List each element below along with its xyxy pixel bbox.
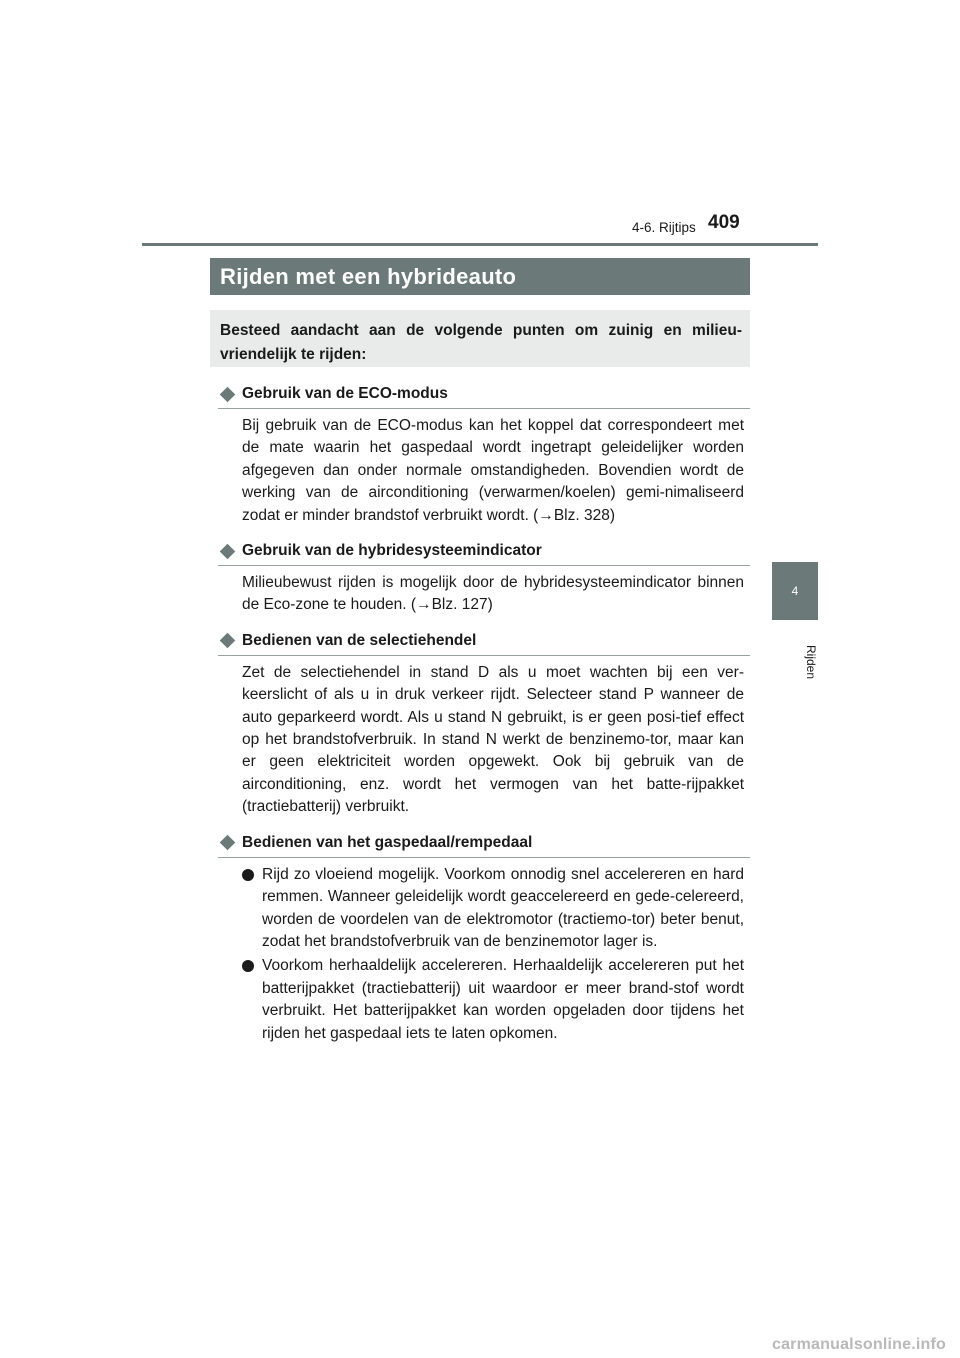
diamond-icon [220, 633, 236, 649]
section-heading [218, 629, 750, 656]
section-heading [218, 831, 750, 858]
section-shift-lever [218, 629, 750, 819]
header-rule [142, 243, 818, 246]
chapter-name: Rijden [804, 644, 818, 680]
page-header [0, 0, 960, 246]
section-heading-text: Gebruik van de ECO-modus [242, 385, 448, 402]
page-title: Rijden met een hybrideauto [210, 258, 750, 295]
diamond-icon [220, 543, 236, 559]
footer-watermark: carmanualsonline.info [771, 1336, 946, 1353]
diamond-icon [220, 835, 236, 851]
section-label: 4-6. Rijtips [632, 220, 696, 235]
section-pedals [218, 831, 750, 1045]
content [218, 382, 750, 1047]
list-item [242, 864, 744, 954]
section-hybrid-indicator [218, 539, 750, 617]
list-item-text: Rijd zo vloeiend mogelijk. Voorkom onnodig snel accelereren en hard remmen. Wanneer geleidelijk wordt geaccelereerd en gede-celereerd, worden de voordelen van de elektromotor (tractiemo-tor) beter benut, zodat het brandstofverbruik van de benzinemotor lager is. [262, 865, 744, 950]
bullet-icon [242, 960, 254, 972]
section-text: Milieubewust rijden is mogelijk door de hybridesysteemindicator binnen de Eco-zone te houden. (→Blz. 127) [242, 574, 744, 614]
diamond-icon [220, 386, 236, 402]
intro-box: Besteed aandacht aan de volgende punten om zuinig en milieu-vriendelijk te rijden: [210, 310, 750, 367]
section-heading-text: Bedienen van het gaspedaal/rempedaal [242, 833, 533, 851]
section-text: Bij gebruik van de ECO-modus kan het koppel dat correspondeert met de mate waarin het gaspedaal wordt ingetrapt geleidelijker worden afgegeven dan onder normale omstandigheden. Bovendien wordt de werking van de airconditioning (verwarmen/koelen) gemi-nimaliseerd zodat er minder brandstof verbruikt wordt. (→Blz. 328) [242, 417, 744, 524]
bullet-list [242, 864, 744, 1045]
list-item-text: Voorkom herhaaldelijk accelereren. Herhaaldelijk accelereren put het batterijpakket (tractiebatterij) uit waardoor er meer brand-stof wordt verbruikt. Het batterijpakket kan worden opgeladen door tijdens het rijden het gaspedaal iets te laten opkomen. [262, 957, 744, 1042]
chapter-tab: 4 [772, 562, 818, 620]
list-item [242, 955, 744, 1045]
bullet-icon [242, 869, 254, 881]
section-heading-text: Bedienen van de selectiehendel [242, 631, 477, 649]
section-eco-mode [218, 382, 750, 527]
section-heading [218, 382, 750, 409]
section-text: Zet de selectiehendel in stand D als u moet wachten bij een ver-keerslicht of als u in druk verkeer rijdt. Selecteer stand P wanneer de auto geparkeerd wordt. Als u stand N gebruikt, is er geen posi-tief effect op het brandstofverbruik. In stand N werkt de benzinemo-tor, maar kan er geen elektriciteit worden opgewekt. Ook bij gebruik van de airconditioning, enz. wordt het vermogen van het batte-rijpakket (tractiebatterij) verbruikt. [242, 663, 744, 816]
section-heading-text: Gebruik van de hybridesysteemindicator [242, 542, 542, 560]
page-number: 409 [708, 212, 740, 233]
section-heading [218, 539, 750, 566]
